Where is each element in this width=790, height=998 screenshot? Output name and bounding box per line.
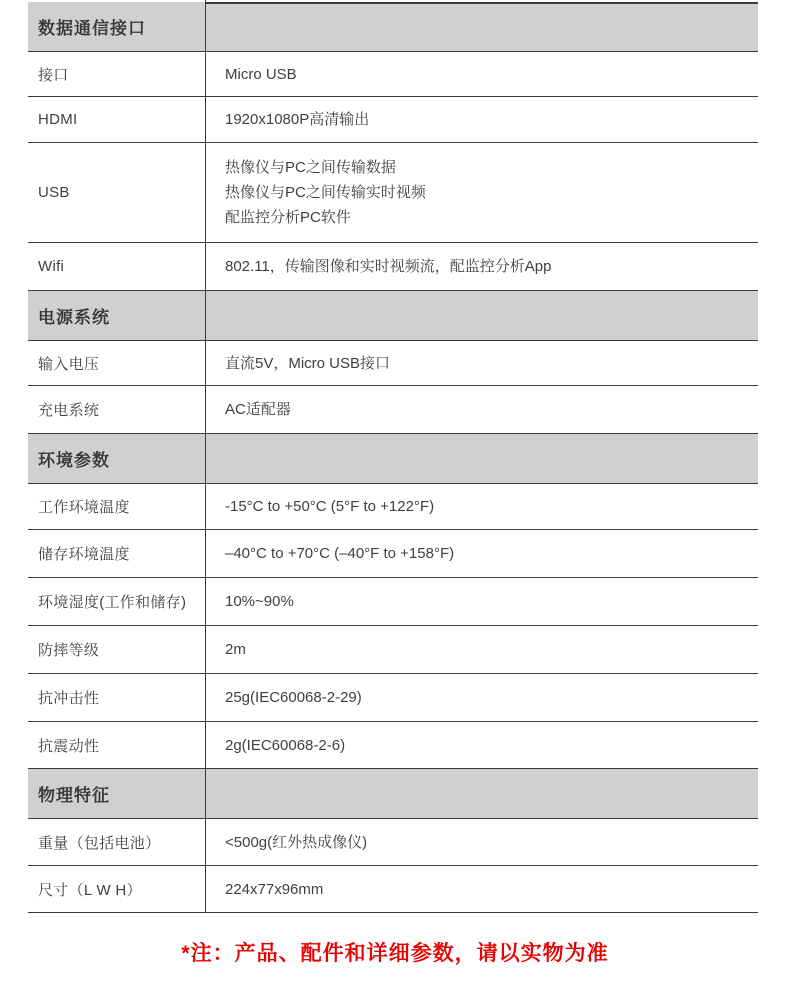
spec-value-line: 2m <box>225 641 246 658</box>
spec-row-vibration <box>28 722 758 769</box>
spec-value <box>205 243 758 290</box>
section-title: 电源系统 <box>38 308 110 327</box>
spec-label: 充电系统 <box>38 402 100 419</box>
spec-value-line: 配监控分析PC软件 <box>225 209 351 226</box>
spec-row-operating-temp <box>28 484 758 530</box>
spec-row-shock <box>28 674 758 722</box>
spec-value <box>205 386 758 433</box>
spec-value-line: 1920x1080P高清输出 <box>225 111 370 128</box>
section-title: 数据通信接口 <box>38 19 146 38</box>
spec-value-line: 10%~90% <box>225 593 294 610</box>
spec-value-line: 热像仪与PC之间传输数据 <box>225 159 396 176</box>
spec-value <box>205 626 758 673</box>
disclaimer-note: *注：产品、配件和详细参数，请以实物为准 <box>181 942 609 965</box>
spec-value-line: -15°C to +50°C (5°F to +122°F) <box>225 498 435 515</box>
spec-value <box>205 341 758 385</box>
spec-row-drop-rating <box>28 626 758 674</box>
section-spacer <box>205 2 758 51</box>
spec-row-humidity <box>28 578 758 626</box>
spec-value-line: 802.11，传输图像和实时视频流，配监控分析App <box>225 258 552 275</box>
spec-row-dimensions <box>28 866 758 913</box>
spec-label: 输入电压 <box>38 355 100 373</box>
section-header-data-comm <box>28 2 758 52</box>
spec-value <box>205 52 758 96</box>
spec-label: 接口 <box>38 66 69 84</box>
spec-row-hdmi <box>28 97 758 143</box>
spec-label: 储存环境温度 <box>38 546 130 563</box>
spec-value-line: 25g(IEC60068-2-29) <box>225 689 362 706</box>
spec-value <box>205 819 758 865</box>
spec-row-usb <box>28 143 758 243</box>
section-title: 物理特征 <box>38 786 110 805</box>
spec-value-line: 热像仪与PC之间传输实时视频 <box>225 184 426 201</box>
spec-label: 尺寸（L W H） <box>38 881 142 899</box>
spec-row-input-voltage <box>28 341 758 386</box>
section-header-physical <box>28 769 758 819</box>
spec-row-storage-temp <box>28 530 758 578</box>
spec-label: 抗冲击性 <box>38 690 100 707</box>
spec-row-weight <box>28 819 758 866</box>
spec-value-line: 直流5V，Micro USB接口 <box>225 354 391 372</box>
spec-value <box>205 722 758 768</box>
spec-row-interface <box>28 52 758 97</box>
spec-value <box>205 484 758 529</box>
spec-label: HDMI <box>38 111 78 128</box>
spec-value-line: AC适配器 <box>225 401 291 418</box>
spec-value <box>205 97 758 142</box>
spec-value-line: –40°C to +70°C (–40°F to +158°F) <box>225 545 455 562</box>
section-title: 环境参数 <box>38 451 110 470</box>
section-header-environment <box>28 434 758 484</box>
spec-value-line: 2g(IEC60068-2-6) <box>225 736 346 754</box>
spec-table <box>28 2 758 913</box>
spec-label: USB <box>38 184 70 201</box>
spec-value <box>205 674 758 721</box>
spec-label: 防摔等级 <box>38 642 100 659</box>
spec-value <box>205 530 758 577</box>
spec-label: Wifi <box>38 258 65 275</box>
spec-value-line: Micro USB <box>225 65 297 83</box>
spec-label: 重量（包括电池） <box>38 834 161 852</box>
section-header-power <box>28 291 758 341</box>
spec-value <box>205 143 758 242</box>
section-spacer <box>205 291 758 340</box>
spec-value-line: 224x77x96mm <box>225 880 324 898</box>
spec-label: 抗震动性 <box>38 737 100 755</box>
spec-row-charging <box>28 386 758 434</box>
spec-value-line: <500g(红外热成像仪) <box>225 833 368 851</box>
spec-row-wifi <box>28 243 758 291</box>
section-spacer <box>205 769 758 818</box>
spec-value <box>205 866 758 912</box>
section-spacer <box>205 434 758 483</box>
spec-label: 工作环境温度 <box>38 499 130 516</box>
spec-label: 环境湿度(工作和储存) <box>38 594 187 611</box>
spec-value <box>205 578 758 625</box>
